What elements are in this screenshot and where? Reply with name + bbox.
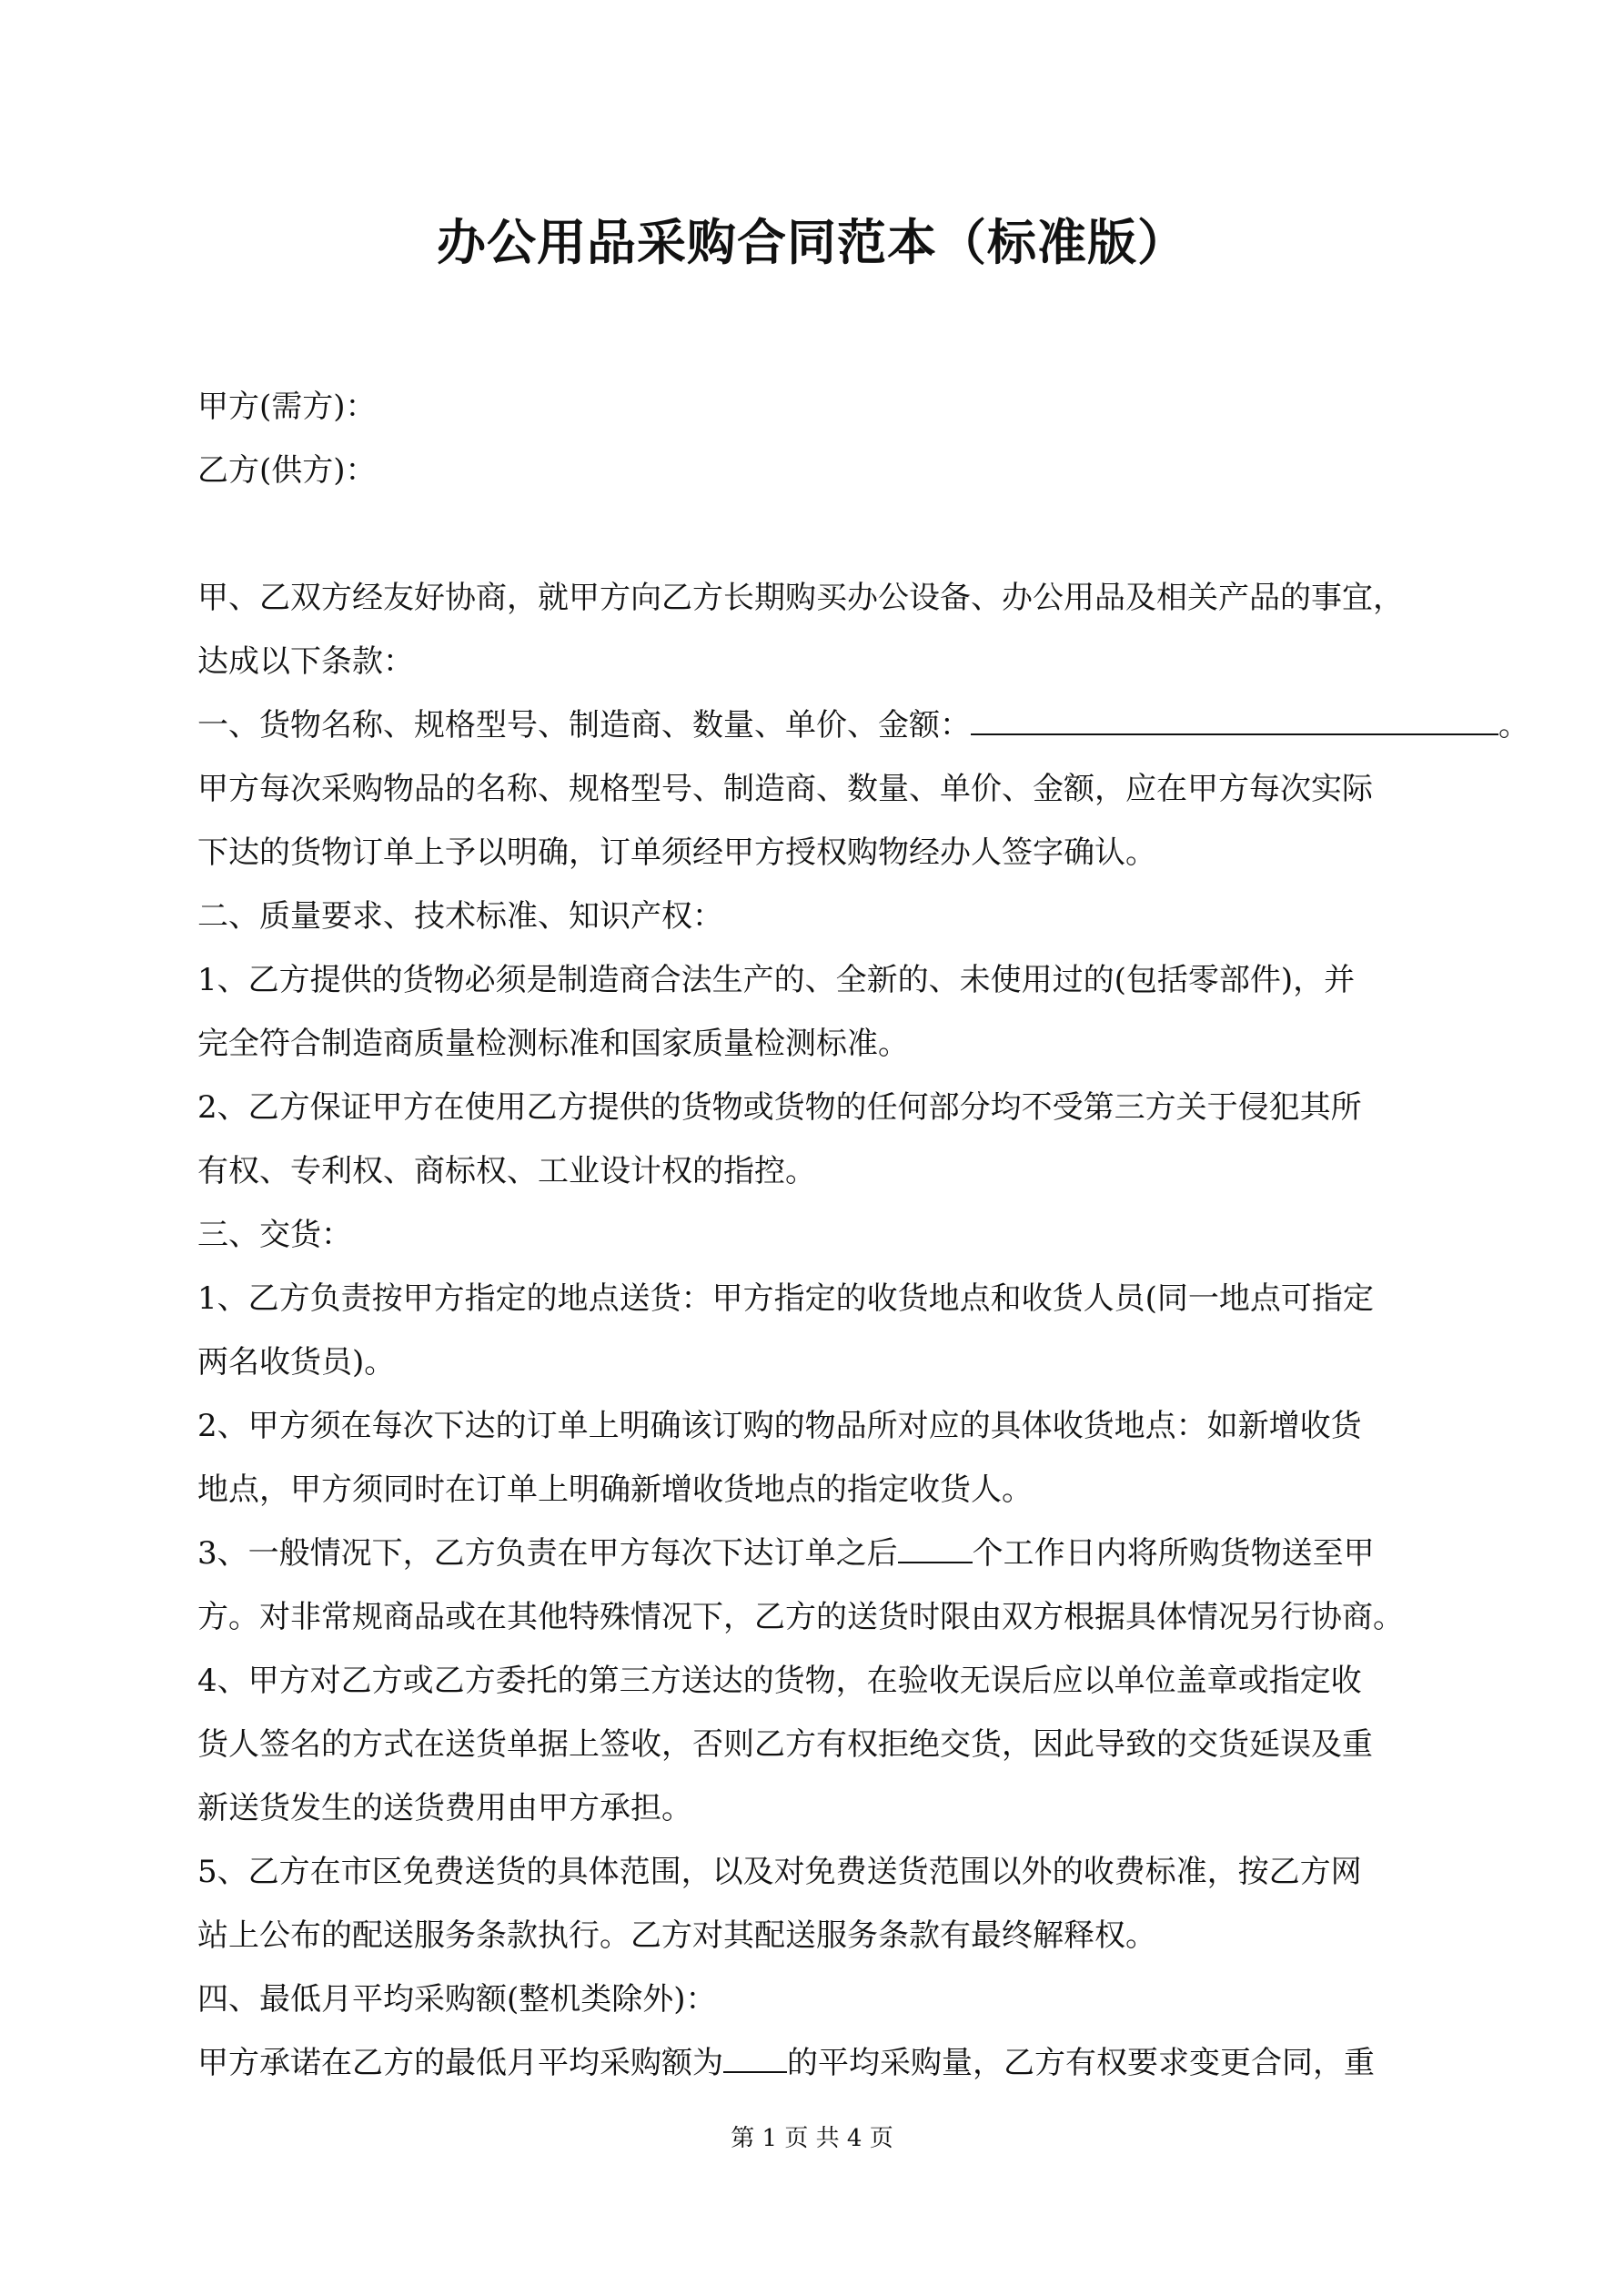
section-2-item-1-line-1: 1、乙方提供的货物必须是制造商合法生产的、全新的、未使用过的(包括零部件)，并 [197, 962, 1356, 998]
section-3-item-2-line-1: 2、甲方须在每次下达的订单上明确该订购的物品所对应的具体收货地点：如新增收货 [197, 1408, 1362, 1444]
section-2-item-1-line-2: 完全符合制造商质量检测标准和国家质量检测标准。 [197, 1026, 909, 1062]
section-3-item-2-line-2: 地点，甲方须同时在订单上明确新增收货地点的指定收货人。 [197, 1472, 1033, 1508]
section-4-heading: 四、最低月平均采购额(整机类除外)： [197, 1981, 717, 2018]
goods-details-blank[interactable] [971, 697, 1498, 735]
section-2-item-2-line-1: 2、乙方保证甲方在使用乙方提供的货物或货物的任何部分均不受第三方关于侵犯其所 [197, 1089, 1362, 1126]
section-1-paragraph-line-2: 下达的货物订单上予以明确，订单须经甲方授权购物经办人签字确认。 [197, 834, 1156, 871]
section-3-item-4-line-1: 4、甲方对乙方或乙方委托的第三方送达的货物，在验收无误后应以单位盖章或指定收 [197, 1663, 1362, 1699]
page-number-footer: 第 1 页 共 4 页 [731, 2125, 893, 2152]
section-3-item-4-line-2: 货人签名的方式在送货单据上签收，否则乙方有权拒绝交货，因此导致的交货延误及重 [197, 1726, 1373, 1763]
section-3-item-3-text-b: 个工作日内将所购货物送至甲 [972, 1535, 1375, 1572]
section-1-heading [197, 693, 1529, 757]
section-2-item-2-line-2: 有权、专利权、商标权、工业设计权的指控。 [197, 1153, 816, 1189]
section-3-item-3-text-a: 3、一般情况下，乙方负责在甲方每次下达订单之后 [197, 1535, 898, 1572]
section-4-paragraph-line-1 [197, 2031, 1444, 2095]
party-b-label: 乙方(供方)： [197, 452, 377, 489]
paragraph-gap [197, 502, 1444, 566]
section-3-item-5-line-2: 站上公布的配送服务条款执行。乙方对其配送服务条款有最终解释权。 [197, 1917, 1156, 1954]
section-3-item-1-line-1: 1、乙方负责按甲方指定的地点送货：甲方指定的收货地点和收货人员(同一地点可指定 [197, 1280, 1374, 1317]
section-1-paragraph-line-1: 甲方每次采购物品的名称、规格型号、制造商、数量、单价、金额，应在甲方每次实际 [197, 771, 1373, 807]
section-3-item-3-line-1 [197, 1522, 1444, 1585]
intro-line-1: 甲、乙双方经友好协商，就甲方向乙方长期购买办公设备、办公用品及相关产品的事宜， [197, 580, 1404, 616]
section-3-item-1-line-2: 两名收货员)。 [197, 1344, 396, 1381]
section-3-item-4-line-3: 新送货发生的送货费用由甲方承担。 [197, 1790, 692, 1826]
section-3-item-3-line-2: 方。对非常规商品或在其他特殊情况下，乙方的送货时限由双方根据具体情况另行协商。 [197, 1599, 1404, 1635]
section-2-heading: 二、质量要求、技术标准、知识产权： [197, 898, 723, 935]
document-body [197, 375, 1529, 2095]
section-1-heading-end: 。 [1498, 707, 1529, 743]
party-a-label: 甲方(需方)： [197, 389, 377, 425]
section-1-heading-text: 一、货物名称、规格型号、制造商、数量、单价、金额： [197, 707, 971, 743]
minimum-purchase-blank[interactable] [723, 2035, 787, 2073]
section-4-text-b: 的平均采购量，乙方有权要求变更合同，重 [787, 2045, 1375, 2081]
section-3-heading: 三、交货： [197, 1217, 352, 1253]
document-title: 办公用品采购合同范本（标准版） [437, 213, 1187, 271]
section-4-text-a: 甲方承诺在乙方的最低月平均采购额为 [197, 2045, 723, 2081]
delivery-days-blank[interactable] [898, 1525, 973, 1563]
intro-line-2: 达成以下条款： [197, 643, 414, 680]
section-3-item-5-line-1: 5、乙方在市区免费送货的具体范围，以及对免费送货范围以外的收费标准，按乙方网 [197, 1854, 1362, 1890]
